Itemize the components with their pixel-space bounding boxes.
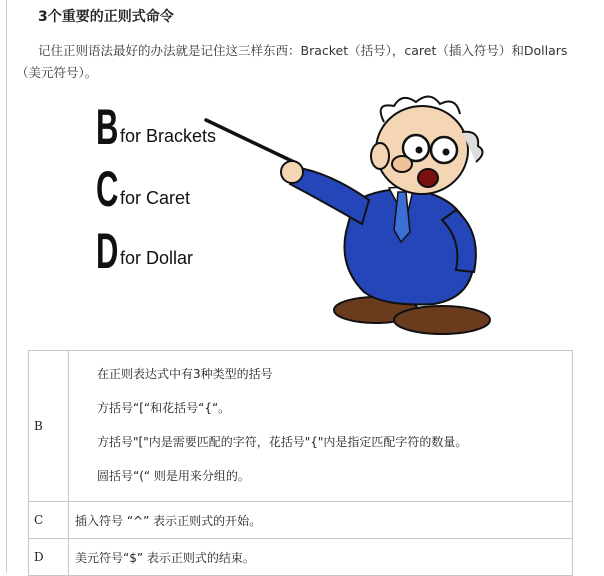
table-row bbox=[29, 502, 573, 539]
mnemonic-text-dollar: for Dollar bbox=[120, 248, 194, 268]
brackets-line-3: 方括号"["内是需要匹配的字符，花括号"{"内是指定匹配字符的数量。 bbox=[97, 435, 468, 449]
brackets-line-4: 圆括号“(“ 则是用来分组的。 bbox=[97, 469, 250, 483]
mnemonic-letter-c: C bbox=[96, 161, 119, 217]
row-key-d: D bbox=[29, 539, 69, 576]
mnemonic-letter-b: B bbox=[96, 99, 119, 155]
row-desc-c: 插入符号 “^” 表示正则式的开始。 bbox=[69, 502, 573, 539]
mnemonic-text-caret: for Caret bbox=[120, 188, 191, 208]
professor-cartoon bbox=[84, 92, 524, 342]
intro-paragraph: 记住正则语法最好的办法就是记住这三样东西：Bracket（括号），caret（插入符号）和Dollars（美元符号）。 bbox=[16, 43, 568, 80]
section-heading: 3个重要的正则式命令 bbox=[38, 9, 174, 25]
row-key-c: C bbox=[29, 502, 69, 539]
mnemonic-letter-d: D bbox=[96, 223, 119, 279]
regex-command-table bbox=[28, 350, 573, 576]
row-key-b: B bbox=[29, 351, 69, 502]
brackets-line-2: 方括号“[“和花括号“{“。 bbox=[97, 401, 231, 415]
table-row bbox=[29, 539, 573, 576]
brackets-line-1: 在正则表达式中有3种类型的括号 bbox=[97, 367, 273, 381]
mnemonic-illustration bbox=[84, 92, 524, 342]
mnemonic-text-brackets: for Brackets bbox=[120, 126, 217, 146]
table-row bbox=[29, 351, 573, 502]
page-left-border bbox=[6, 0, 7, 573]
row-desc-b bbox=[69, 351, 573, 502]
row-desc-d: 美元符号“$” 表示正则式的结束。 bbox=[69, 539, 573, 576]
